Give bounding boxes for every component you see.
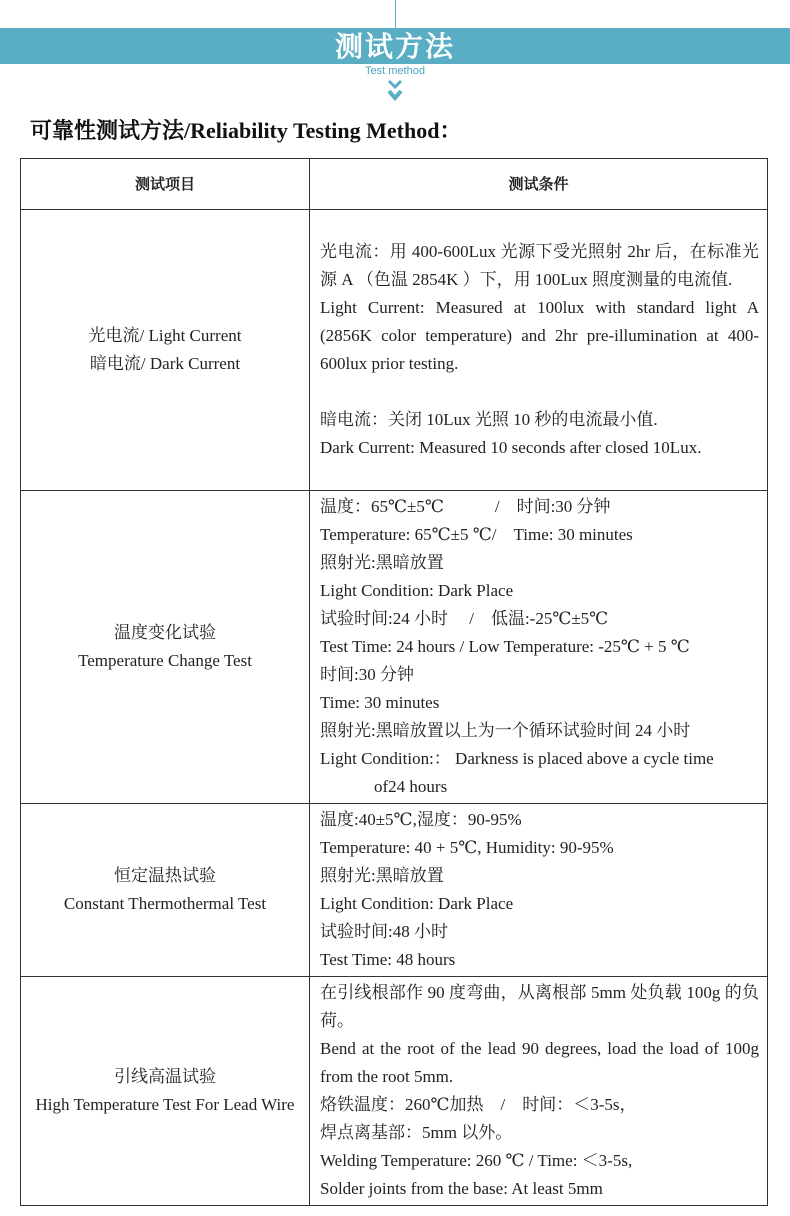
condition-line: 温度:40±5℃,湿度：90-95% [320,810,522,829]
test-condition-cell [310,977,768,1206]
condition-line: Temperature: 65℃±5 ℃/ Time: 30 minutes [320,525,633,544]
table-row [21,977,768,1206]
test-item-line: 暗电流/ Dark Current [89,354,241,373]
condition-line: 试验时间:24 小时 / 低温:-25℃±5℃ [320,609,609,628]
condition-line: 照射光:黑暗放置 [320,866,444,885]
table-row [21,210,768,491]
test-item-line: 温度变化试验 [114,623,216,642]
condition-line: Light Condition:： Darkness is placed above a cycle time [320,749,714,768]
header-test-condition: 测试条件 [310,159,768,210]
condition-line: 暗电流：关闭 10Lux 光照 10 秒的电流最小值. [320,410,658,429]
test-condition-cell [310,210,768,491]
condition-line: of24 hours [374,777,448,796]
condition-line: Time: 30 minutes [320,693,440,712]
condition-line: 焊点离基部：5mm 以外。 [320,1123,513,1142]
banner-subtitle: Test method [365,65,425,77]
condition-line: Light Condition: Dark Place [320,581,514,600]
test-item-cell [21,804,310,977]
condition-line: Temperature: 40 + 5℃, Humidity: 90-95% [320,838,614,857]
condition-line: 温度：65℃±5℃ / 时间:30 分钟 [320,497,611,516]
condition-line: 照射光:黑暗放置以上为一个循环试验时间 24 小时 [320,721,691,740]
test-item-line: High Temperature Test For Lead Wire [35,1095,295,1114]
condition-line: 时间:30 分钟 [320,665,414,684]
test-item-line: 光电流/ Light Current [88,326,242,345]
condition-line: 光电流：用 400-600Lux 光源下受光照射 2hr 后，在标准光源 A （色温 2854K ）下，用 100Lux 照度测量的电流值. [320,242,759,289]
condition-line: Welding Temperature: 260 ℃ / Time: ＜3-5s, [320,1151,633,1170]
table-row [21,491,768,804]
condition-line: Test Time: 24 hours / Low Temperature: -25℃ + 5 ℃ [320,637,690,656]
banner-title: 测试方法 [334,30,455,63]
top-connector-line [395,0,396,28]
condition-line: 照射光:黑暗放置 [320,553,444,572]
condition-line: 烙铁温度：260℃加热 / 时间：＜3-5s， [320,1095,637,1114]
condition-line: 在引线根部作 90 度弯曲，从离根部 5mm 处负载 100g 的负荷。 [320,983,759,1030]
test-item-cell [21,491,310,804]
test-item-cell [21,210,310,491]
page-heading: 可靠性测试方法/Reliability Testing Method： [30,118,462,143]
spacer [320,378,759,406]
test-item-line: 引线高温试验 [114,1067,216,1086]
condition-line: Light Condition: Dark Place [320,894,514,913]
test-condition-cell [310,804,768,977]
condition-line: Bend at the root of the lead 90 degrees, load the load of 100g from the root 5mm. [320,1039,759,1086]
condition-line: 试验时间:48 小时 [320,922,448,941]
test-item-cell [21,977,310,1206]
condition-line: Solder joints from the base: At least 5mm [320,1179,603,1198]
test-condition-cell [310,491,768,804]
table-row [21,804,768,977]
condition-line: Test Time: 48 hours [320,950,456,969]
test-item-line: Constant Thermothermal Test [63,894,267,913]
table-header-row [21,159,768,210]
condition-line: Dark Current: Measured 10 seconds after closed 10Lux. [320,438,702,457]
test-item-line: 恒定温热试验 [114,866,216,885]
chevron-down-icon [387,78,403,104]
condition-line: Light Current: Measured at 100lux with standard light A (2856K color temperature) and 2hr pre-illumination at 400-600lux prior testing. [320,298,759,373]
test-item-line: Temperature Change Test [78,651,252,670]
header-test-item: 测试项目 [21,159,310,210]
test-method-table [20,158,768,1206]
